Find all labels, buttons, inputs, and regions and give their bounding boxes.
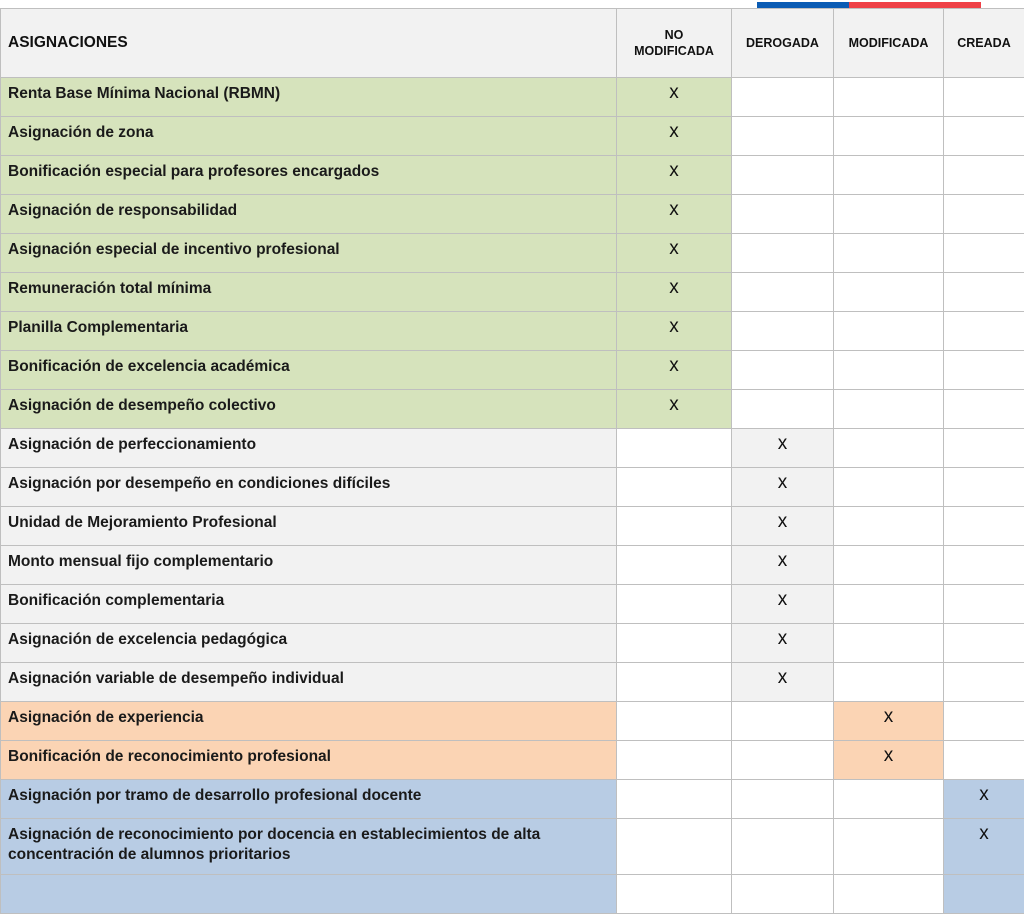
status-cell	[944, 546, 1024, 585]
asignacion-name: Bonificación especial para profesores encargados	[1, 156, 617, 195]
status-cell	[617, 468, 732, 507]
table-row	[1, 702, 1024, 741]
status-cell	[834, 234, 944, 273]
asignacion-name: Asignación de experiencia	[1, 702, 617, 741]
asignacion-name: Bonificación de excelencia académica	[1, 351, 617, 390]
table-row	[1, 351, 1024, 390]
status-cell	[732, 117, 834, 156]
asignacion-name: Unidad de Mejoramiento Profesional	[1, 507, 617, 546]
table-row	[1, 585, 1024, 624]
status-cell	[834, 624, 944, 663]
status-cell	[732, 741, 834, 780]
status-mark: x	[617, 312, 732, 351]
table-body	[1, 78, 1024, 914]
status-cell	[944, 702, 1024, 741]
status-cell	[834, 780, 944, 819]
table-row	[1, 663, 1024, 702]
status-cell	[944, 663, 1024, 702]
status-mark: x	[617, 78, 732, 117]
status-cell	[944, 468, 1024, 507]
status-mark: x	[617, 351, 732, 390]
asignacion-name: Remuneración total mínima	[1, 273, 617, 312]
status-cell	[617, 741, 732, 780]
status-mark: x	[834, 702, 944, 741]
table-row	[1, 117, 1024, 156]
asignacion-name: Bonificación de reconocimiento profesional	[1, 741, 617, 780]
status-mark: x	[732, 507, 834, 546]
status-mark: x	[617, 390, 732, 429]
status-cell	[732, 234, 834, 273]
asignacion-name: Asignación de responsabilidad	[1, 195, 617, 234]
status-cell	[834, 351, 944, 390]
asignacion-name: Planilla Complementaria	[1, 312, 617, 351]
status-cell	[944, 312, 1024, 351]
status-cell	[834, 819, 944, 875]
status-cell	[944, 624, 1024, 663]
status-mark: x	[944, 780, 1024, 819]
status-cell	[834, 546, 944, 585]
status-cell	[617, 702, 732, 741]
table-row	[1, 507, 1024, 546]
status-cell	[834, 585, 944, 624]
status-cell	[732, 156, 834, 195]
status-cell	[944, 741, 1024, 780]
header-derogada: DEROGADA	[732, 9, 834, 78]
table-row	[1, 780, 1024, 819]
status-cell	[732, 195, 834, 234]
status-cell	[732, 273, 834, 312]
status-cell	[944, 78, 1024, 117]
status-cell	[834, 156, 944, 195]
status-cell	[944, 117, 1024, 156]
status-cell	[834, 312, 944, 351]
table-row	[1, 546, 1024, 585]
status-cell	[944, 507, 1024, 546]
status-cell	[732, 351, 834, 390]
table-row	[1, 156, 1024, 195]
status-cell	[944, 195, 1024, 234]
asignacion-name: Asignación por desempeño en condiciones difíciles	[1, 468, 617, 507]
status-cell	[834, 663, 944, 702]
status-cell	[834, 273, 944, 312]
table-row	[1, 875, 1024, 914]
asignacion-name: Asignación de desempeño colectivo	[1, 390, 617, 429]
status-mark: x	[732, 663, 834, 702]
status-cell	[732, 702, 834, 741]
status-cell	[732, 390, 834, 429]
status-mark: x	[617, 156, 732, 195]
table-row	[1, 741, 1024, 780]
status-cell	[617, 585, 732, 624]
status-cell	[732, 78, 834, 117]
table-header-row	[1, 9, 1024, 78]
status-cell	[944, 390, 1024, 429]
status-mark: x	[732, 468, 834, 507]
status-cell	[834, 875, 944, 914]
asignacion-name: Asignación de perfeccionamiento	[1, 429, 617, 468]
asignacion-name: Asignación variable de desempeño individual	[1, 663, 617, 702]
header-asignaciones: ASIGNACIONES	[1, 9, 617, 78]
status-cell	[834, 507, 944, 546]
status-cell	[834, 429, 944, 468]
status-cell	[834, 78, 944, 117]
status-cell	[732, 780, 834, 819]
status-mark: x	[617, 117, 732, 156]
table-row	[1, 624, 1024, 663]
status-cell	[617, 875, 732, 914]
status-mark: x	[834, 741, 944, 780]
status-cell	[617, 429, 732, 468]
status-mark: x	[617, 234, 732, 273]
header-modificada: MODIFICADA	[834, 9, 944, 78]
status-mark: x	[732, 624, 834, 663]
status-cell	[617, 780, 732, 819]
asignacion-name: Monto mensual fijo complementario	[1, 546, 617, 585]
asignacion-name: Asignación por tramo de desarrollo profesional docente	[1, 780, 617, 819]
status-cell	[944, 875, 1024, 914]
status-mark: x	[732, 585, 834, 624]
table-row	[1, 234, 1024, 273]
status-cell	[617, 663, 732, 702]
status-cell	[944, 351, 1024, 390]
asignacion-name	[1, 875, 617, 914]
asignacion-name: Asignación de reconocimiento por docencia en establecimientos de alta concentración de alumnos prioritarios	[1, 819, 617, 875]
table-row	[1, 429, 1024, 468]
status-cell	[944, 234, 1024, 273]
status-cell	[944, 429, 1024, 468]
asignacion-name: Renta Base Mínima Nacional (RBMN)	[1, 78, 617, 117]
asignacion-name: Asignación especial de incentivo profesional	[1, 234, 617, 273]
status-mark: x	[732, 546, 834, 585]
status-cell	[732, 819, 834, 875]
status-cell	[617, 546, 732, 585]
asignacion-name: Bonificación complementaria	[1, 585, 617, 624]
status-cell	[944, 156, 1024, 195]
asignaciones-table	[0, 8, 1024, 914]
status-mark: x	[944, 819, 1024, 875]
status-mark: x	[732, 429, 834, 468]
table-row	[1, 468, 1024, 507]
status-cell	[944, 585, 1024, 624]
status-mark: x	[617, 273, 732, 312]
status-cell	[834, 468, 944, 507]
status-cell	[834, 117, 944, 156]
status-mark: x	[617, 195, 732, 234]
table-row	[1, 195, 1024, 234]
table-row	[1, 273, 1024, 312]
status-cell	[617, 507, 732, 546]
status-cell	[834, 390, 944, 429]
header-no-modificada: NO MODIFICADA	[617, 9, 732, 78]
status-cell	[944, 273, 1024, 312]
table-row	[1, 390, 1024, 429]
status-cell	[617, 624, 732, 663]
header-creada: CREADA	[944, 9, 1024, 78]
status-cell	[732, 312, 834, 351]
status-cell	[617, 819, 732, 875]
status-cell	[834, 195, 944, 234]
table-row	[1, 819, 1024, 875]
asignacion-name: Asignación de excelencia pedagógica	[1, 624, 617, 663]
status-cell	[732, 875, 834, 914]
table-row	[1, 312, 1024, 351]
table-row	[1, 78, 1024, 117]
asignacion-name: Asignación de zona	[1, 117, 617, 156]
